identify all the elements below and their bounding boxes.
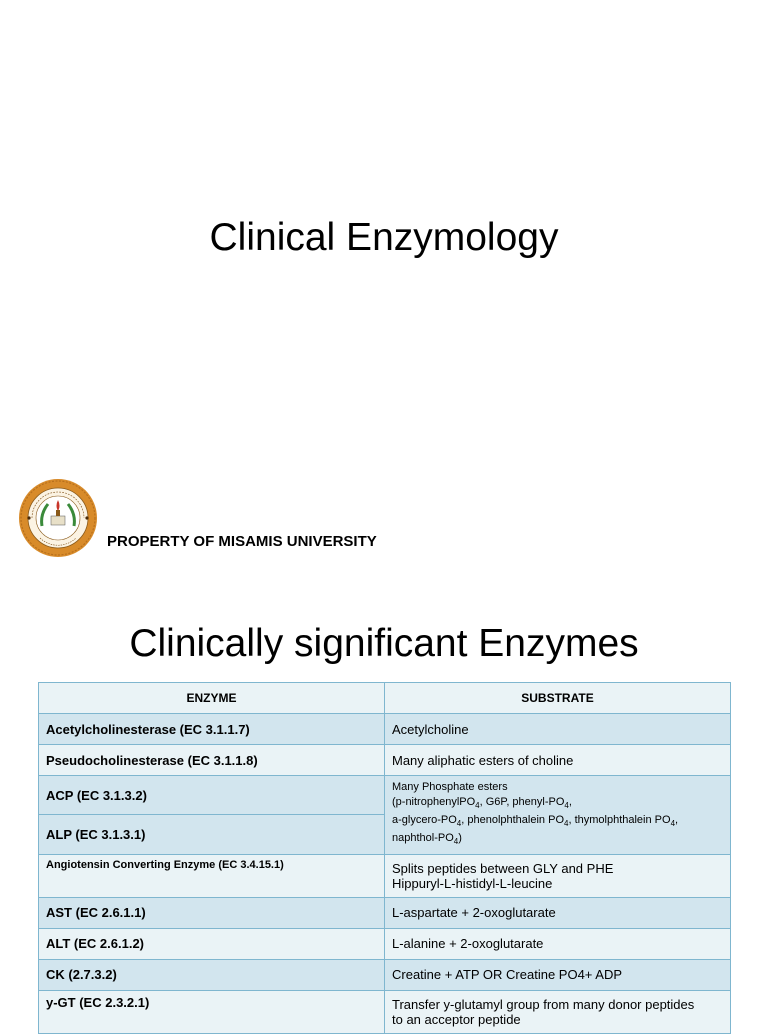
substrate-fragment: , phenolphthalein PO <box>461 814 564 827</box>
enzyme-cell: Acetylcholinesterase (EC 3.1.1.7) <box>39 714 385 745</box>
substrate-line: Transfer y-glutamyl group from many donor peptides <box>392 996 695 1012</box>
table-row <box>39 714 731 745</box>
substrate-cell <box>385 776 731 855</box>
enzyme-table <box>38 682 731 1034</box>
substrate-cell: L-aspartate + 2-oxoglutarate <box>385 897 731 928</box>
enzyme-cell: ALP (EC 3.1.3.1) <box>39 815 385 854</box>
table-row <box>39 959 731 990</box>
column-header-substrate: SUBSTRATE <box>385 683 731 714</box>
substrate-cell: Creatine + ATP OR Creatine PO4+ ADP <box>385 959 731 990</box>
substrate-fragment: naphthol-PO <box>392 832 454 845</box>
substrate-line: Splits peptides between GLY and PHE <box>392 860 614 876</box>
enzyme-cell: Pseudocholinesterase (EC 3.1.1.8) <box>39 745 385 776</box>
substrate-line: Hippuryl-L-histidyl-L-leucine <box>392 875 553 891</box>
slide-title: Clinical Enzymology <box>209 216 559 259</box>
subscript: 4 <box>670 819 676 829</box>
substrate-fragment: , thymolphthalein PO <box>568 814 671 827</box>
substrate-cell <box>385 990 731 1033</box>
table-row <box>39 897 731 928</box>
enzyme-cell: Angiotensin Converting Enzyme (EC 3.4.15.1) <box>39 854 385 897</box>
enzyme-cell: ACP (EC 3.1.3.2) <box>39 776 385 815</box>
property-notice: PROPERTY OF MISAMIS UNIVERSITY <box>107 533 377 550</box>
slide-title: Clinically significant Enzymes <box>129 622 639 665</box>
substrate-fragment: ) <box>458 832 462 845</box>
substrate-fragment: , G6P, phenyl-PO <box>479 796 565 808</box>
substrate-fragment: , <box>568 796 572 808</box>
table-row <box>39 745 731 776</box>
substrate-fragment: , <box>675 814 679 827</box>
substrate-line: Many Phosphate esters <box>392 781 508 793</box>
substrate-cell: L-alanine + 2-oxoglutarate <box>385 928 731 959</box>
table-header-row <box>39 683 731 714</box>
table-row <box>39 928 731 959</box>
subscript: 4 <box>564 819 569 829</box>
enzyme-cell: AST (EC 2.6.1.1) <box>39 897 385 928</box>
subscript: 4 <box>456 819 462 829</box>
subscript: 4 <box>564 801 569 811</box>
substrate-cell: Acetylcholine <box>385 714 731 745</box>
subscript: 4 <box>475 801 480 811</box>
substrate-fragment: (p-nitrophenylPO <box>392 796 476 808</box>
enzyme-cell: y-GT (EC 2.3.2.1) <box>39 990 385 1033</box>
table-row <box>39 776 731 815</box>
enzyme-cell: CK (2.7.3.2) <box>39 959 385 990</box>
enzymes-slide <box>0 580 768 1027</box>
substrate-cell <box>385 854 731 897</box>
university-seal-logo <box>18 478 98 558</box>
substrate-line: to an acceptor peptide <box>392 1011 521 1027</box>
column-header-enzyme: ENZYME <box>39 683 385 714</box>
subscript: 4 <box>453 837 459 847</box>
enzyme-cell: ALT (EC 2.6.1.2) <box>39 928 385 959</box>
table-row <box>39 854 731 897</box>
substrate-fragment: a-glycero-PO <box>392 814 457 827</box>
substrate-cell: Many aliphatic esters of choline <box>385 745 731 776</box>
table-row <box>39 990 731 1033</box>
